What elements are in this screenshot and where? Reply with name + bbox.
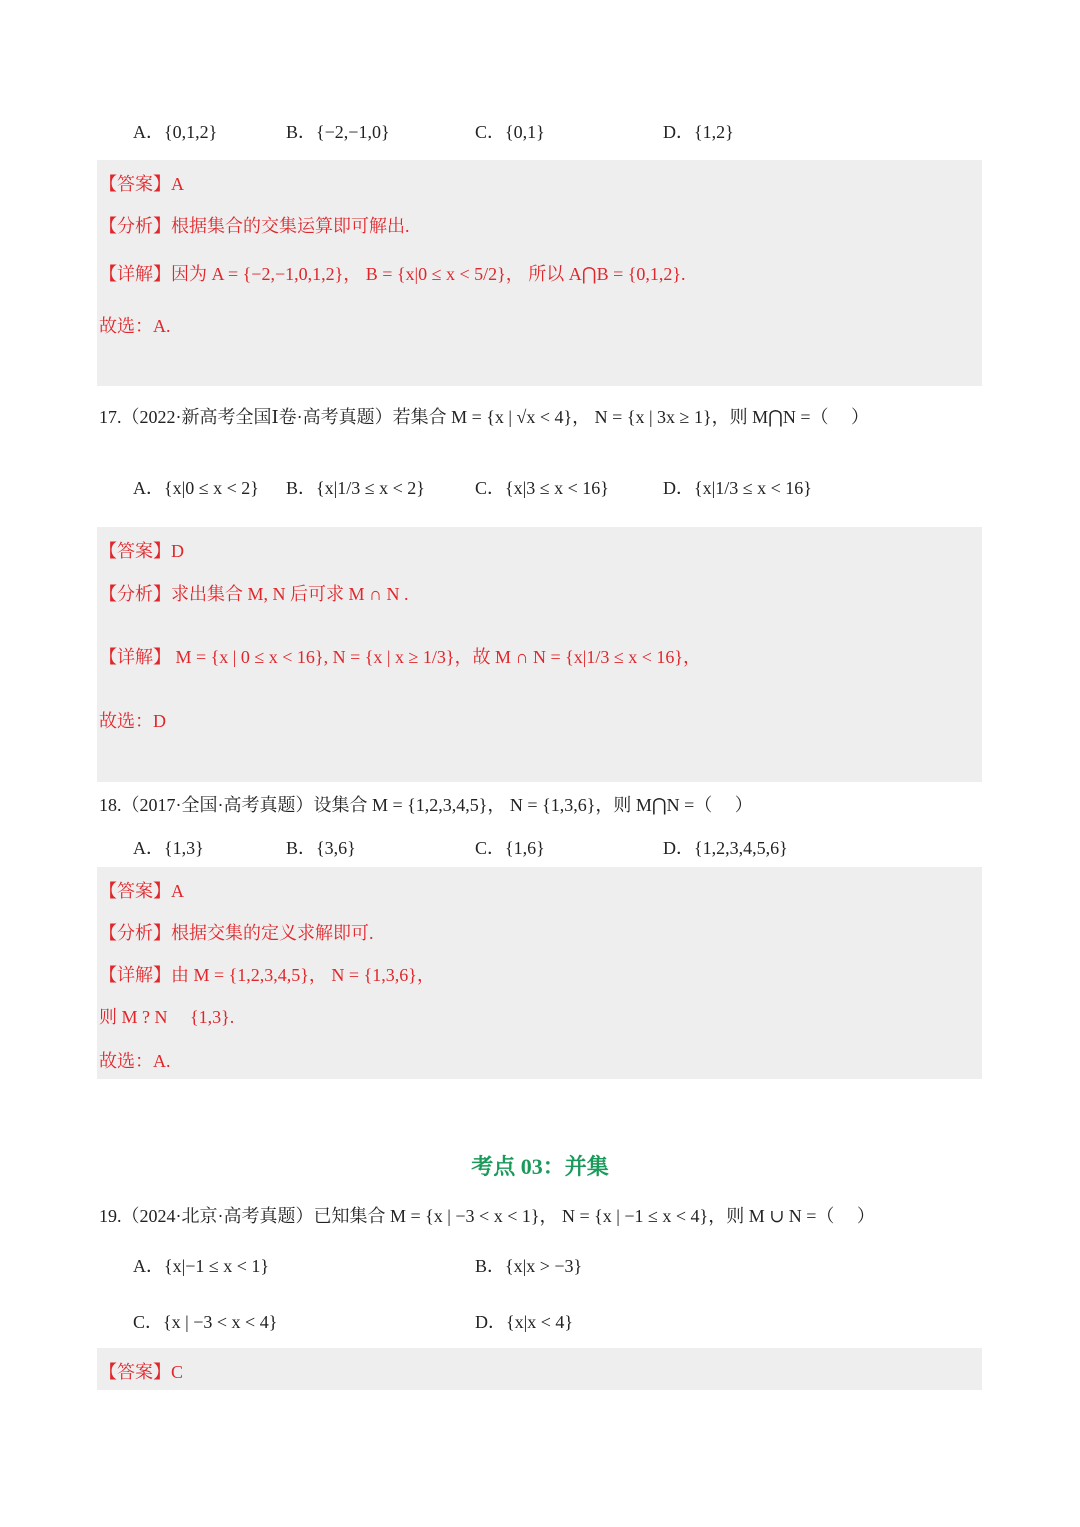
q17-choice: 故选：D — [99, 711, 166, 731]
q16-analysis: 【分析】根据集合的交集运算即可解出. — [99, 216, 410, 236]
section-title: 考点 03：并集 — [471, 1154, 609, 1179]
q17-detail: 【详解】 M = {x | 0 ≤ x < 16}, N = {x | x ≥ 1/3}，故 M ∩ N = {x|1/3 ≤ x < 16}， — [99, 647, 702, 667]
q16-option-a: A．{0,1,2} — [133, 122, 218, 142]
q16-detail: 【详解】因为 A = {−2,−1,0,1,2}， B = {x|0 ≤ x < 5/2}， 所以 A⋂B = {0,1,2}. — [99, 264, 686, 284]
q19-solution-box — [97, 1348, 982, 1390]
q16-option-b: B．{−2,−1,0} — [286, 122, 390, 142]
q19-answer: 【答案】C — [99, 1362, 184, 1382]
q18-analysis: 【分析】根据交集的定义求解即可. — [99, 923, 374, 943]
q18-option-a: A．{1,3} — [133, 838, 204, 858]
q19-option-d: D．{x|x < 4} — [475, 1312, 574, 1332]
q16-option-d: D．{1,2} — [663, 122, 734, 142]
q18-answer: 【答案】A — [99, 881, 184, 901]
q17-answer: 【答案】D — [99, 541, 184, 561]
q18-stem: 18.（2017·全国·高考真题）设集合 M = {1,2,3,4,5}， N = {1,3,6}，则 M⋂N =（ ） — [99, 795, 753, 815]
q19-option-a: A．{x|−1 ≤ x < 1} — [133, 1256, 270, 1276]
q19-option-c: C．{x | −3 < x < 4} — [133, 1312, 278, 1332]
q16-answer: 【答案】A — [99, 174, 184, 194]
q17-stem: 17.（2022·新高考全国Ⅰ卷·高考真题）若集合 M = {x | √x < 4}， N = {x | 3x ≥ 1}，则 M⋂N =（ ） — [99, 407, 869, 427]
q17-option-d: D．{x|1/3 ≤ x < 16} — [663, 478, 812, 498]
q17-option-a: A．{x|0 ≤ x < 2} — [133, 478, 259, 498]
q18-option-c: C．{1,6} — [475, 838, 545, 858]
q17-option-b: B．{x|1/3 ≤ x < 2} — [286, 478, 425, 498]
q19-option-b: B．{x|x > −3} — [475, 1256, 583, 1276]
q19-stem: 19.（2024·北京·高考真题）已知集合 M = {x | −3 < x < 1}， N = {x | −1 ≤ x < 4}，则 M ∪ N =（ ） — [99, 1206, 875, 1226]
q16-choice: 故选：A. — [99, 316, 171, 336]
q17-analysis: 【分析】求出集合 M, N 后可求 M ∩ N . — [99, 584, 409, 604]
q18-detail: 【详解】由 M = {1,2,3,4,5}， N = {1,3,6}， — [99, 965, 435, 985]
q18-detail-2: 则 M ? N {1,3}. — [99, 1007, 235, 1027]
q18-option-d: D．{1,2,3,4,5,6} — [663, 838, 788, 858]
q16-option-c: C．{0,1} — [475, 122, 545, 142]
q18-choice: 故选：A. — [99, 1051, 171, 1071]
q17-option-c: C．{x|3 ≤ x < 16} — [475, 478, 609, 498]
q18-option-b: B．{3,6} — [286, 838, 356, 858]
